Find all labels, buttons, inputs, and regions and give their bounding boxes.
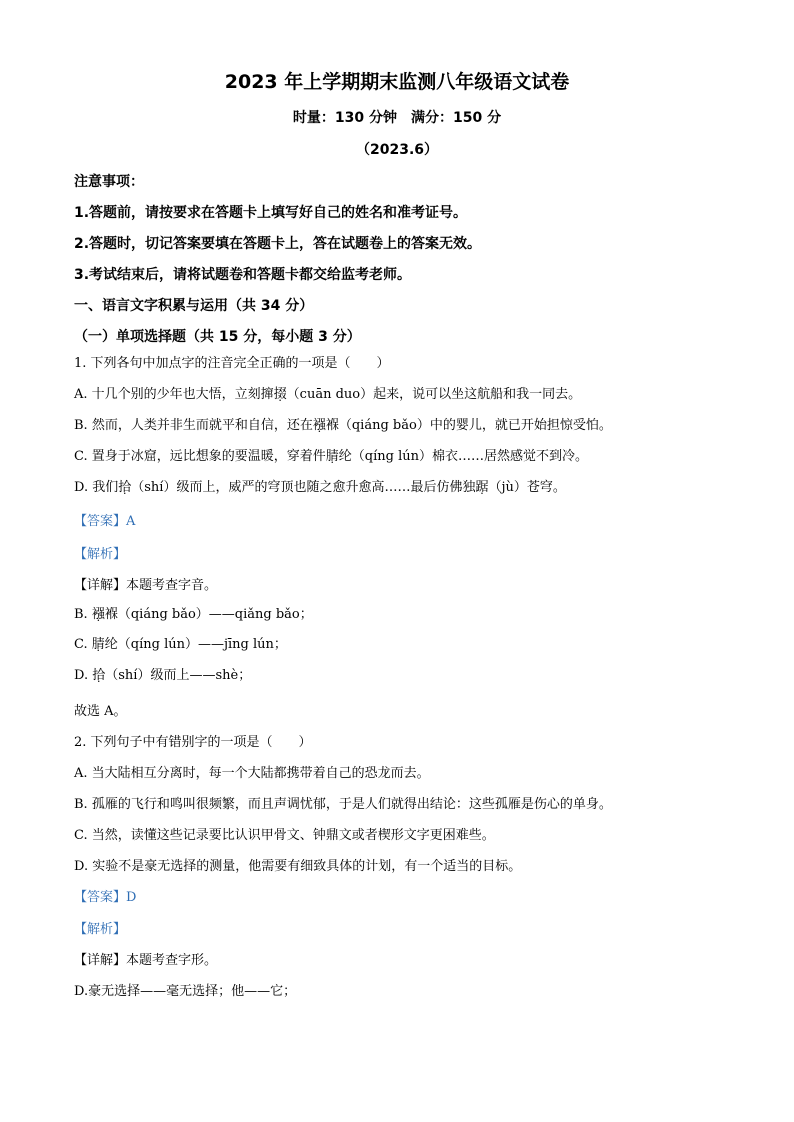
q1-explain-d-pre: D. (74, 668, 93, 683)
q2-analysis: 【解析】 (74, 922, 127, 937)
note-item-1: 1.答题前，请按要求在答题卡上填写好自己的姓名和准考证号。 (74, 205, 468, 221)
q1-d-dot: 拾 (118, 480, 132, 495)
q1-explain-c-dot: 腈 (91, 637, 105, 652)
q1-stem: 1. 下列各句中加点字的注音完全正确的一项是（ ） (74, 356, 390, 371)
section-title: 一、语言文字积累与运用（共 34 分） (74, 298, 314, 314)
note-item-3: 3.考试结束后，请将试题卷和答题卡都交给监考老师。 (74, 267, 412, 283)
exam-date: （2023.6） (355, 142, 439, 158)
q1-answer-text: 【答案】A (74, 514, 136, 529)
q2-stem: 2. 下列句子中有错别字的一项是（ ） (74, 735, 312, 750)
q2-explain: D.豪无选择——毫无选择；他——它； (74, 984, 297, 999)
exam-meta: 时量：130 分钟 满分：150 分 (292, 110, 502, 126)
q2-option-a: A. 当大陆相互分离时，每一个大陆都携带着自己的恐龙而去。 (74, 766, 430, 781)
note-item-2: 2.答题时，切记答案要填在答题卡上，答在试题卷上的答案无效。 (74, 236, 482, 252)
q1-explain-c (74, 635, 287, 655)
q1-d-post: （jù）苍穹。 (488, 480, 566, 495)
q2-option-b: B. 孤雁的飞行和鸣叫很频繁，而且声调忧郁，于是人们就得出结论：这些孤雁是伤心的单身。 (74, 797, 612, 812)
q1-b-post: （qiáng bǎo）中的婴儿，就已开始担惊受怕。 (338, 418, 612, 433)
q1-c-pre: C. 置身于冰窟，远比想象的要温暖，穿着件 (74, 449, 326, 464)
q1-c-post: （qíng lún）棉衣……居然感觉不到冷。 (351, 449, 588, 464)
q1-d-pre: D. 我们 (74, 480, 119, 495)
q1-explain-d (74, 666, 251, 686)
q2-option-c: C. 当然，读懂这些记录要比认识甲骨文、钟鼎文或者楔形文字更困难些。 (74, 828, 495, 843)
q1-b-mid: 褓 (325, 418, 339, 433)
q1-b-pre: B. 然而，人类并非生而就平和自信，还在 (74, 418, 313, 433)
notes-heading: 注意事项： (74, 174, 144, 190)
q1-explain-b-dot: 襁 (91, 607, 105, 622)
q1-option-d (74, 478, 566, 498)
q1-a-pre: A. 十几个别的少年也大悟，立刻撺 (74, 387, 274, 402)
exam-title: 2023 年上学期期末监测八年级语文试卷 (224, 71, 570, 93)
q1-option-b (74, 416, 612, 436)
q2-option-d: D. 实验不是豪无选择的测量，他需要有细致具体的计划，有一个适当的目标。 (74, 859, 522, 874)
q1-explain-b (74, 605, 313, 625)
q1-detail: 【详解】本题考查字音。 (74, 578, 218, 593)
q1-explain-d-post: （shí）级而上——shè； (105, 668, 252, 683)
q1-explain-b-pre: B. (74, 607, 92, 622)
q1-b-dot: 襁 (312, 418, 326, 433)
q1-d-dot2: 踞 (475, 480, 489, 495)
q1-conclusion: 故选 A。 (74, 704, 127, 719)
q1-explain-c-post: 纶（qíng lún）——jīng lún； (104, 637, 287, 652)
q1-explain-b-post: 褓（qiáng bǎo）——qiǎng bǎo； (104, 607, 313, 622)
q1-c-mid: 纶 (338, 449, 352, 464)
subsection-title: （一）单项选择题（共 15 分，每小题 3 分） (74, 329, 361, 345)
q1-a-post: （cuān duo）起来，说可以坐这航船和我一同去。 (286, 387, 582, 402)
q1-d-mid: （shí）级而上，威严的穹顶也随之愈升愈高……最后仿佛独 (131, 480, 476, 495)
q1-analysis: 【解析】 (74, 547, 127, 562)
q1-c-dot: 腈 (325, 449, 339, 464)
q1-a-dot: 掇 (273, 387, 287, 402)
q1-option-a (74, 385, 581, 405)
q1-explain-c-pre: C. (74, 637, 92, 652)
q1-answer (74, 512, 135, 532)
q2-detail: 【详解】本题考查字形。 (74, 953, 218, 968)
q2-answer: 【答案】D (74, 890, 137, 905)
q1-explain-d-dot: 拾 (92, 668, 106, 683)
q1-option-c (74, 447, 588, 467)
